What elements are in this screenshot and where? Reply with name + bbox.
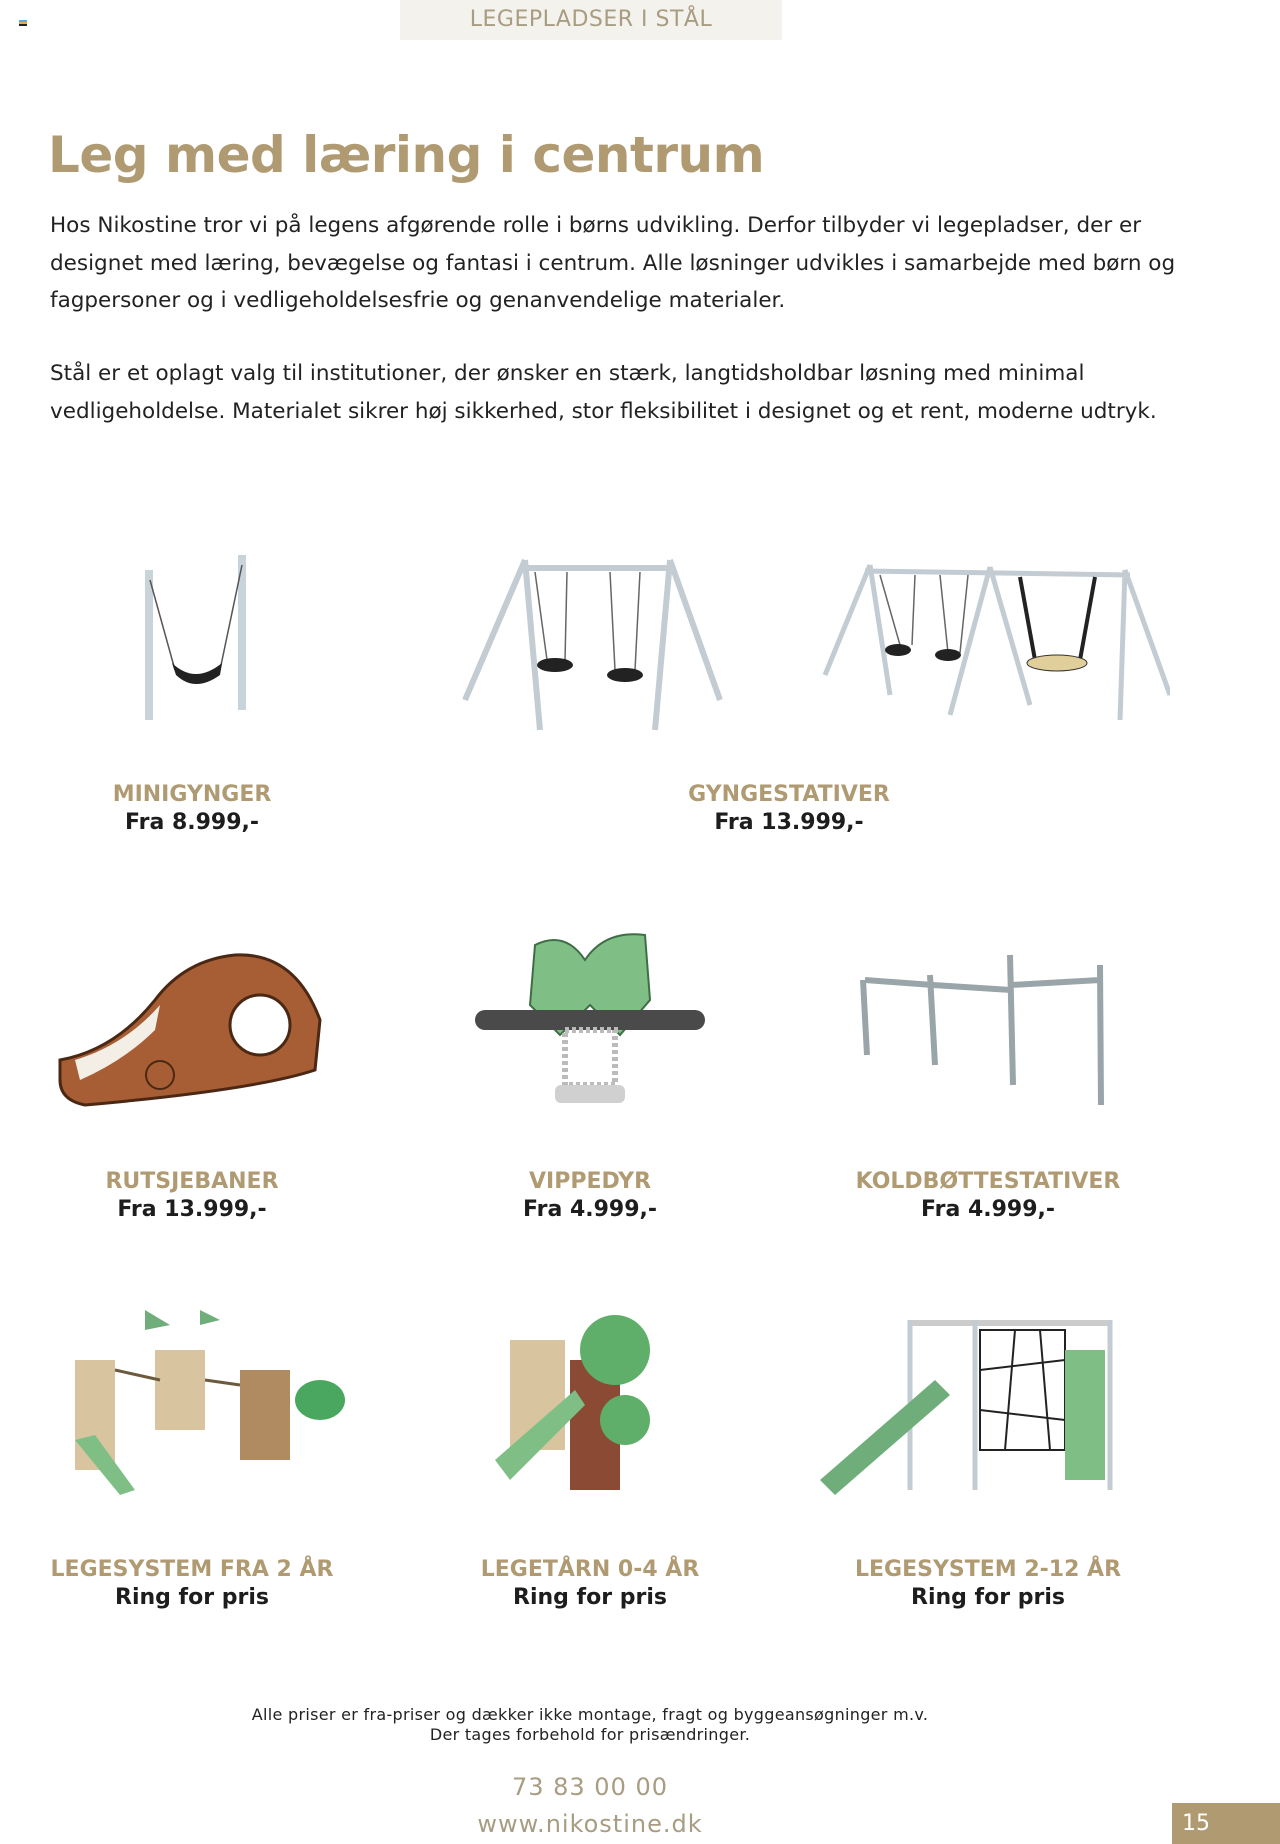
play-system-2-image [60,1300,350,1500]
disclaimer-line: Der tages forbehold for prisændringer. [429,1725,751,1744]
slide-bear-image [55,940,325,1110]
product-name: RUTSJEBANER [105,1169,279,1194]
price-disclaimer [0,1705,1180,1745]
product-name: GYNGESTATIVER [688,782,890,807]
phone-number[interactable]: 73 83 00 00 [511,1773,669,1801]
product-card[interactable] [599,781,979,837]
page-number: 15 [1172,1803,1280,1844]
product-name: MINIGYNGER [112,782,272,807]
product-price: Ring for pris [911,1585,1065,1610]
product-price: Fra 8.999,- [124,810,260,835]
page-title: Leg med læring i centrum [48,126,765,184]
product-price: Ring for pris [513,1585,667,1610]
play-system-12-image [815,1310,1145,1500]
website-link[interactable]: www.nikostine.dk [477,1810,703,1838]
product-card[interactable] [400,1168,780,1224]
product-card[interactable] [798,1556,1178,1612]
product-card[interactable] [798,1168,1178,1224]
flag-icon [19,20,27,28]
section-header: LEGEPLADSER I STÅL [400,0,782,40]
swing-set-image [455,550,725,735]
spring-rocker-image [470,925,710,1125]
product-price: Fra 4.999,- [522,1197,658,1222]
steel-paragraph: Stål er et oplagt valg til institutioner, der ønsker en stærk, langtidsholdbar løsning med minimal vedligeholdelse. Materialet sikrer høj sikkerhed, stor fleksibilitet i designet og et rent, moderne udtryk. [50,361,1157,424]
disclaimer-line: Alle priser er fra-priser og dækker ikke montage, fragt og byggeansøgninger m.v. [251,1705,929,1724]
bar-rack-image [855,950,1115,1110]
product-price: Fra 13.999,- [714,810,864,835]
product-name: VIPPEDYR [528,1169,652,1194]
product-name: LEGETÅRN 0-4 ÅR [480,1557,700,1582]
mini-swing-image [120,545,270,725]
product-name: LEGESYSTEM 2-12 ÅR [854,1557,1122,1582]
play-tower-image [490,1310,680,1500]
product-price: Fra 4.999,- [920,1197,1056,1222]
product-card[interactable] [2,1556,382,1612]
product-name: LEGESYSTEM FRA 2 ÅR [50,1557,334,1582]
intro-paragraph: Hos Nikostine tror vi på legens afgørende rolle i børns udvikling. Derfor tilbyder vi legepladser, der er designet med læring, bevægelse og fantasi i centrum. Alle løsninger udvikles i samarbejde med børn og fagpersoner og i vedligeholdelsesfrie og genanvendelige materialer. [50,213,1176,313]
product-card[interactable] [2,1168,382,1224]
product-price: Ring for pris [115,1585,269,1610]
swing-set-nest-image [820,555,1170,730]
product-name: KOLDBØTTESTATIVER [855,1169,1121,1194]
product-card[interactable] [2,781,382,837]
product-price: Fra 13.999,- [117,1197,267,1222]
product-card[interactable] [400,1556,780,1612]
